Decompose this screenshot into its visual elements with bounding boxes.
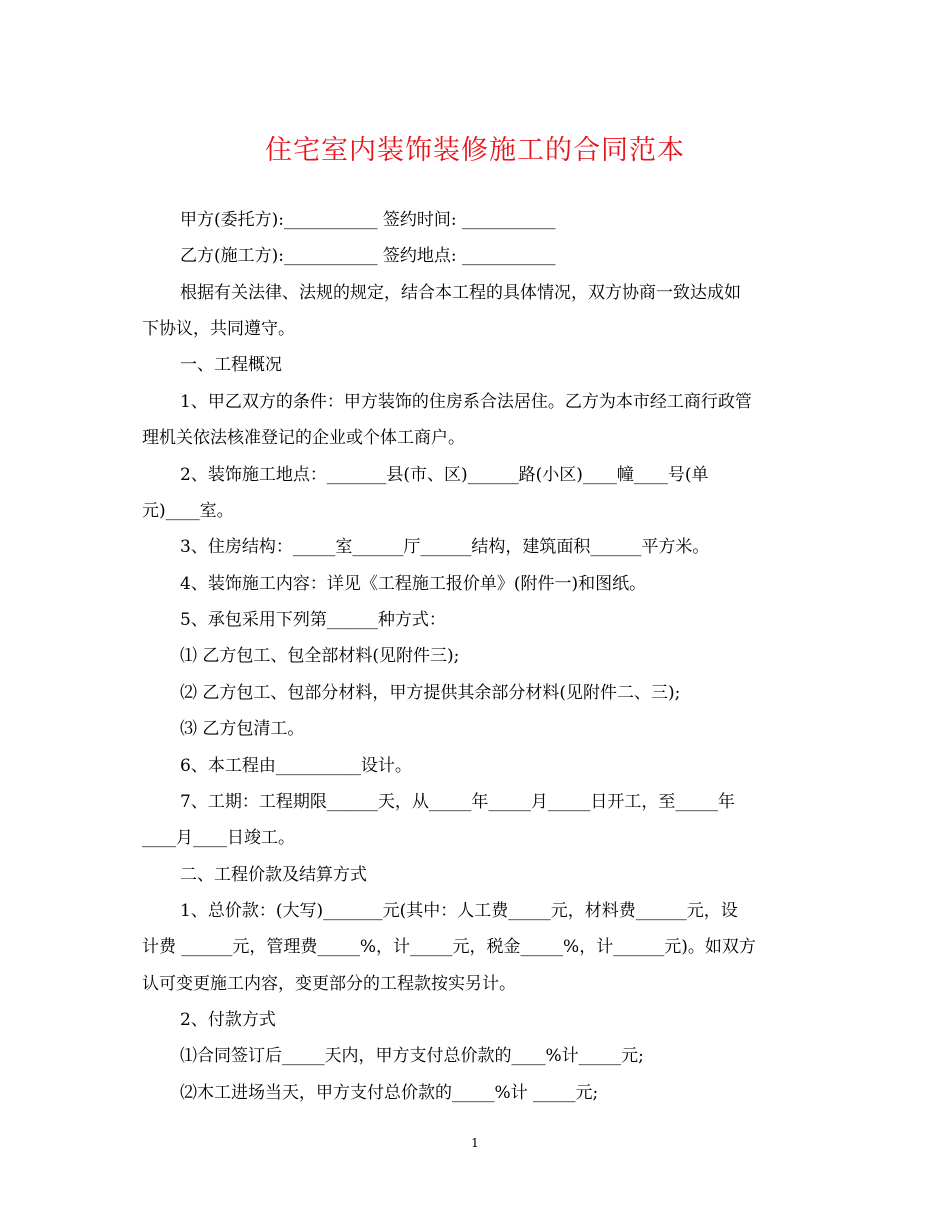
clause-1-2-line-1: 2、装饰施工地点：_______县(市、区)______路(小区)____幢____号(单: [180, 465, 709, 485]
section-heading-1: 一、工程概况: [180, 355, 282, 375]
preamble-line-1: 根据有关法律、法规的规定，结合本工程的具体情况，双方协商一致达成如: [180, 283, 741, 303]
clause-1-7-line-1: 7、工期：工程期限______天，从_____年_____月_____日开工，至_____年: [180, 792, 735, 812]
clause-1-2-line-2: 元)____室。: [142, 501, 234, 521]
clause-1-4: 4、装饰施工内容：详见《工程施工报价单》(附件一)和图纸。: [180, 574, 647, 594]
payment-item-1: ⑴合同签订后_____天内，甲方支付总价款的____%计_____元;: [180, 1046, 644, 1066]
clause-1-5: 5、承包采用下列第______种方式：: [180, 610, 446, 630]
clause-2-1-line-2: 计费 ______元，管理费_____%，计_____元，税金_____%，计______元)。如双方: [142, 937, 756, 957]
option-3: ⑶ 乙方包清工。: [180, 719, 305, 739]
payment-item-2: ⑵木工进场当天，甲方支付总价款的_____%计 _____元;: [180, 1083, 599, 1103]
clause-2-1-line-3: 认可变更施工内容，变更部分的工程款按实另计。: [142, 974, 516, 994]
clause-2-2: 2、付款方式: [180, 1010, 276, 1030]
document-title: 住宅室内装饰装修施工的合同范本: [265, 135, 685, 166]
option-2: ⑵ 乙方包工、包部分材料，甲方提供其余部分材料(见附件二、三);: [180, 683, 681, 703]
party-b-line: 乙方(施工方):___________ 签约地点: ___________: [180, 246, 556, 266]
clause-1-3: 3、住房结构：_____室______厅______结构，建筑面积______平方米。: [180, 537, 710, 557]
clause-1-1-line-2: 理机关依法核准登记的企业或个体工商户。: [142, 428, 465, 448]
party-a-line: 甲方(委托方):___________ 签约时间: ___________: [180, 210, 556, 230]
clause-1-6: 6、本工程由__________设计。: [180, 756, 412, 776]
page-number: 1: [471, 1136, 479, 1150]
preamble-line-2: 下协议，共同遵守。: [142, 319, 295, 339]
clause-2-1-line-1: 1、总价款：(大写)_______元(其中：人工费_____元，材料费______元，设: [180, 901, 738, 921]
clause-1-7-line-2: ____月____日竣工。: [142, 828, 295, 848]
option-1: ⑴ 乙方包工、包全部材料(见附件三);: [180, 646, 460, 666]
clause-1-1-line-1: 1、甲乙双方的条件：甲方装饰的住房系合法居住。乙方为本市经工商行政管: [180, 392, 752, 412]
section-heading-2: 二、工程价款及结算方式: [180, 865, 367, 885]
